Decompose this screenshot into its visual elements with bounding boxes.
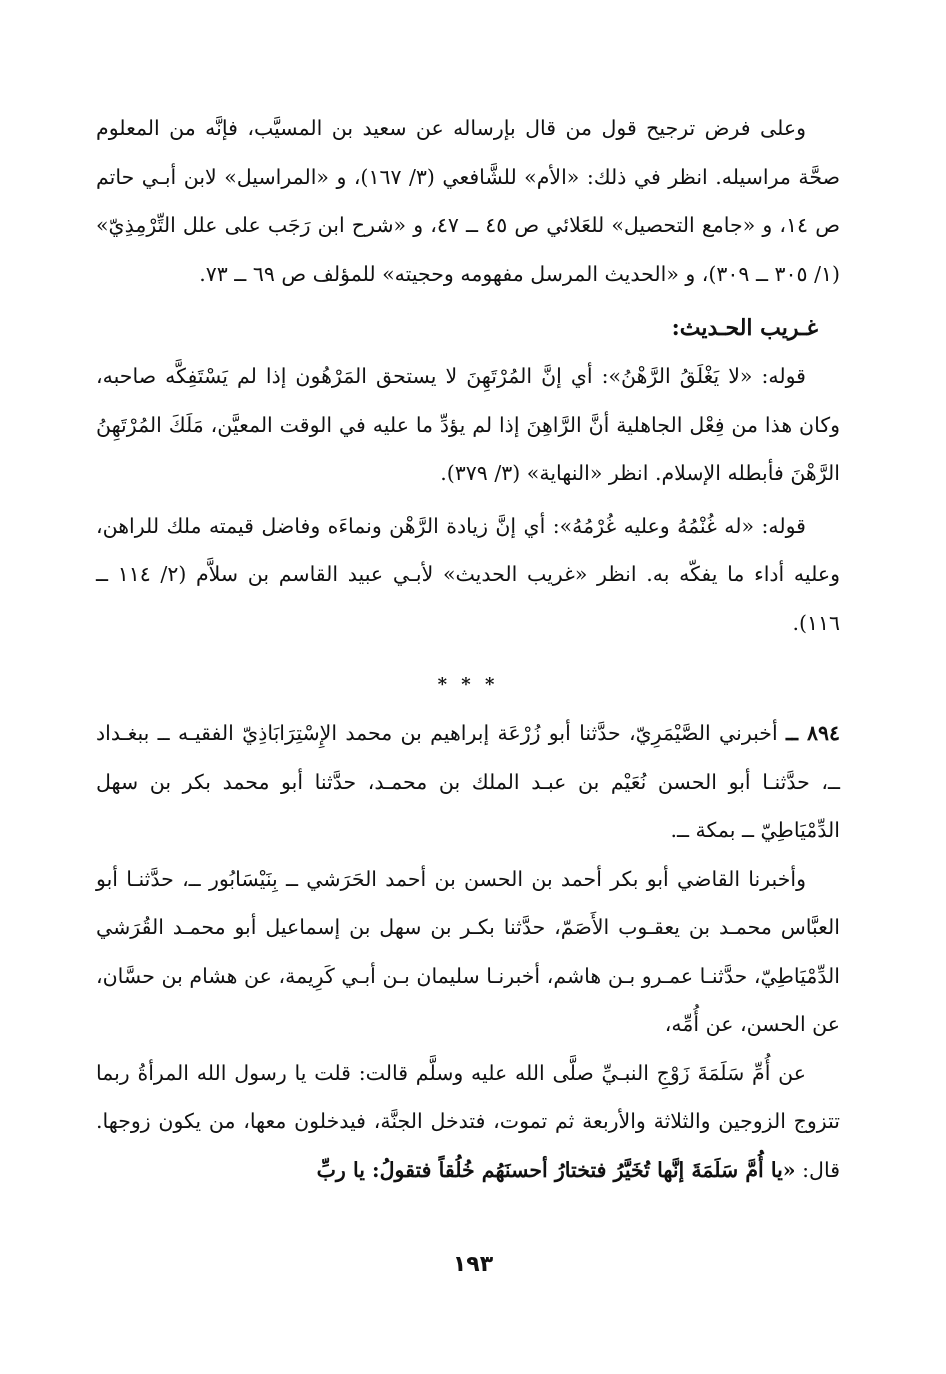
section-title-gharib: غـريب الحـديث: — [671, 315, 818, 341]
gharib-item-2-text: أي إنَّ زيادة الرَّهْن ونماءَه وفاضل قيمته ملك للراهن، وعليه أداء ما يفكّه به. انظر «غريب الحديث» لأبـي عبيد القاسم بن سلاَّم (٢/ ١١٤ ــ ١١٦). — [96, 513, 840, 635]
page-body — [96, 104, 840, 1194]
page-number: ١٩٣ — [452, 1252, 494, 1277]
hadith-matn-intro: عن أُمِّ سَلَمَةَ زَوْجِ النبـيِّ صلَّى الله عليه وسلَّم قالت: قلت يا رسول الله المرأةُ ربما تتزوج الزوجين والثلاثة والأربعة ثم تموت، فتدخل الجنَّة، فيدخلون معها، من يكون زوجها. قال: — [96, 1060, 840, 1182]
hadith-chain-1-text: أخبرني الصَّيْمَرِيّ، حدَّثنا أبو زُرْعَة إبراهيم بن محمد الإِسْتِرَابَاذِيّ الفقيـه ــ ببغـداد ــ، حدَّثنـا أبو الحسن نُعَيْم بن عبـد الملك بن محمـد، حدَّثنا أبو محمد بكر بن سهل الدِّمْيَاطِيّ ــ بمكة ــ. — [96, 721, 840, 842]
gharib-item-1 — [96, 352, 840, 498]
intro-paragraph: وعلى فرض ترجيح قول من قال بإرساله عن سعيد بن المسيَّب، فإنَّه من المعلوم صحَّة مراسيله. انظر في ذلك: «الأم» للشَّافعي (٣/ ١٦٧)، و «المراسيل» لابن أبـي حاتم ص ١٤، و «جامع التحصيل» للعَلائي ص ٤٥ ــ ٤٧، و «شرح ابن رَجَب على علل التِّرْمِذِيّ» (١/ ٣٠٥ ــ ٣٠٩)، و «الحديث المرسل مفهومه وحجيته» للمؤلف ص ٦٩ ــ ٧٣. — [96, 116, 840, 286]
hadith-chain-1 — [96, 709, 840, 855]
hadith-number: ٨٩٤ ــ — [786, 721, 840, 745]
section-separator: * * * — [437, 674, 499, 695]
gharib-item-2 — [96, 502, 840, 648]
gharib-item-2-quote: قوله: «له غُنْمُهُ وعليه غُرْمُهُ»: — [552, 513, 806, 538]
hadith-chain-2: وأخبرنا القاضي أبو بكر أحمد بن الحسن بن أحمد الحَرَشي ــ بِنَيْسَابُور ــ، حدَّثنـا أبو العبَّاس محمـد بن يعقـوب الأَصَمّ، حدَّثنا بكـر بن سهل بن إسماعيل أبو محمـد القُرَشي الدِّمْيَاطِيّ، حدَّثنـا عمـرو بـن هاشم، أخبرنـا سليمان بـن أبـي كَرِيمة، عن هشام بن حسَّان، عن الحسن، عن أُمِّه، — [96, 866, 840, 1036]
gharib-item-1-text: أي إنَّ المُرْتَهِنَ لا يستحق المَرْهُون إذا لم يَسْتَفِكَّه صاحبه، وكان هذا من فِعْل الجاهلية أنَّ الرَّاهِنَ إذا لم يؤدِّ ما عليه في الوقت المعيَّن، مَلَكَ المُرْتَهِنُ الرَّهْنَ فأبطله الإسلام. انظر «النهاية» (٣/ ٣٧٩). — [96, 364, 840, 485]
hadith-matn-quote: «يا أُمَّ سَلَمَةَ إنَّها تُخَيَّرُ فتختارُ أحسنَهُم خُلُقاً فتقولُ: يا ربِّ — [316, 1157, 796, 1182]
hadith-matn — [96, 1049, 840, 1195]
gharib-item-1-quote: قوله: «لا يَغْلَقُ الرَّهْنُ»: — [601, 364, 806, 388]
